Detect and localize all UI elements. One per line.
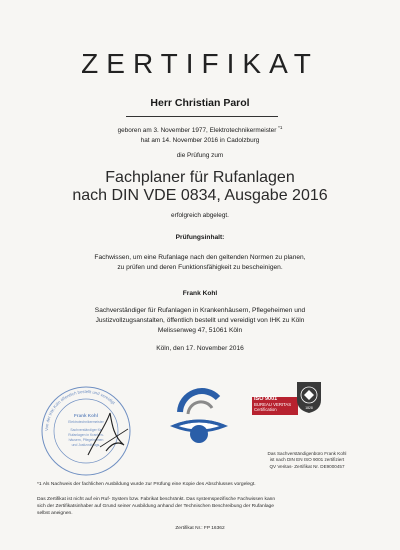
footnote: *1 Als Nachweis der fachlichen Ausbildung wurde zur Prüfung eine Kopie des Abschlusses vorgelegt. <box>37 482 256 487</box>
disclaimer <box>37 497 375 517</box>
content-heading: Prüfungsinhalt: <box>175 234 225 241</box>
caption-line-1: Das Sachverständigenbüro Frank Kohl <box>267 451 347 456</box>
certification-caption <box>222 451 392 470</box>
signer-description <box>0 306 400 336</box>
iso-9001-label <box>252 397 298 415</box>
stamp-line-4: und Justizvollzugs- <box>71 443 101 447</box>
disclaimer-line-2: sich der Zertifikatsinhaber auf Grund seiner Ausbildung anhand der Technischen Beschreibung der Rufanlage <box>37 503 274 509</box>
caption-line-3: QV Veritas- Zertifikat Nr. DE9000457 <box>269 463 345 469</box>
exam-intro: die Prüfung zum <box>176 152 224 159</box>
logo-pupil <box>190 425 208 443</box>
certificate-title: ZERTIFIKAT <box>81 48 319 79</box>
birth-line <box>0 123 400 135</box>
disclaimer-line-1: Das Zertifikat ist nicht auf ein Ruf- System bzw. Fabrikat beschränkt. Das systemspezifische Fachwissen kann <box>37 497 276 502</box>
stamp-name: Frank Kohl <box>74 413 98 418</box>
content-text <box>0 253 400 273</box>
certificate-number: Zertifikat Nr.: FP 16362 <box>175 526 225 531</box>
certifier-sub: Certification <box>254 407 277 412</box>
signer-line-1: Sachverständiger für Rufanlagen in Krankenhäusern, Pflegeheimen und <box>94 307 306 314</box>
signer-line-2: Justizvollzugsanstalten, öffentlich bestellt und vereidigt von IHK zu Köln <box>95 317 305 324</box>
exam-result: erfolgreich abgelegt. <box>171 212 229 219</box>
logo-inner-arc <box>188 402 212 414</box>
bureau-veritas-mark <box>252 377 322 449</box>
stamp-line-1: Sachverständiger für <box>70 428 102 432</box>
qualification-title-line1: Fachplaner für Rufanlagen <box>105 169 295 186</box>
caption-line-2: ist nach DIN EN ISO 9001 zertifiziert <box>269 457 345 463</box>
place-and-date: Köln, den 17. November 2016 <box>156 345 244 352</box>
stamp-line-3: häusern, Pflegeheimen <box>68 438 104 442</box>
stamp-role: Elektrotechnikermeister <box>68 420 104 424</box>
recipient-name: Herr Christian Parol <box>150 97 250 109</box>
eye-logo <box>168 386 230 448</box>
content-line-2: zu prüfen und deren Funktionsfähigkeit zu bescheinigen. <box>117 264 283 271</box>
bureau-veritas-seal-icon <box>295 380 323 414</box>
exam-date-line: hat am 14. November 2016 in Cadolzburg <box>140 137 260 144</box>
official-stamp <box>40 385 132 477</box>
certifier-name: BUREAU VERITAS <box>254 402 292 407</box>
qualification-title-line2: nach DIN VDE 0834, Ausgabe 2016 <box>72 187 328 204</box>
iso-label-text: ISO 9001 <box>254 396 278 402</box>
signer-name: Frank Kohl <box>182 290 218 297</box>
name-underline <box>126 116 278 117</box>
signer-line-3: Melissenweg 47, 51061 Köln <box>157 327 243 334</box>
content-line-1: Fachwissen, um eine Rufanlage nach den geltenden Normen zu planen, <box>94 254 306 261</box>
stamp-ring-text: Von der IHK Köln öffentlich bestellt und vereidigt <box>43 388 117 432</box>
footnote-marker: *1 <box>278 125 283 130</box>
stamp-line-2: Rufanlagen in Kranken- <box>68 433 104 437</box>
seal-year: 1828 <box>305 406 313 410</box>
birth-text: geboren am 3. November 1977, Elektrotechnikermeister <box>117 127 279 135</box>
disclaimer-line-3: selbst aneignen. <box>37 510 73 516</box>
